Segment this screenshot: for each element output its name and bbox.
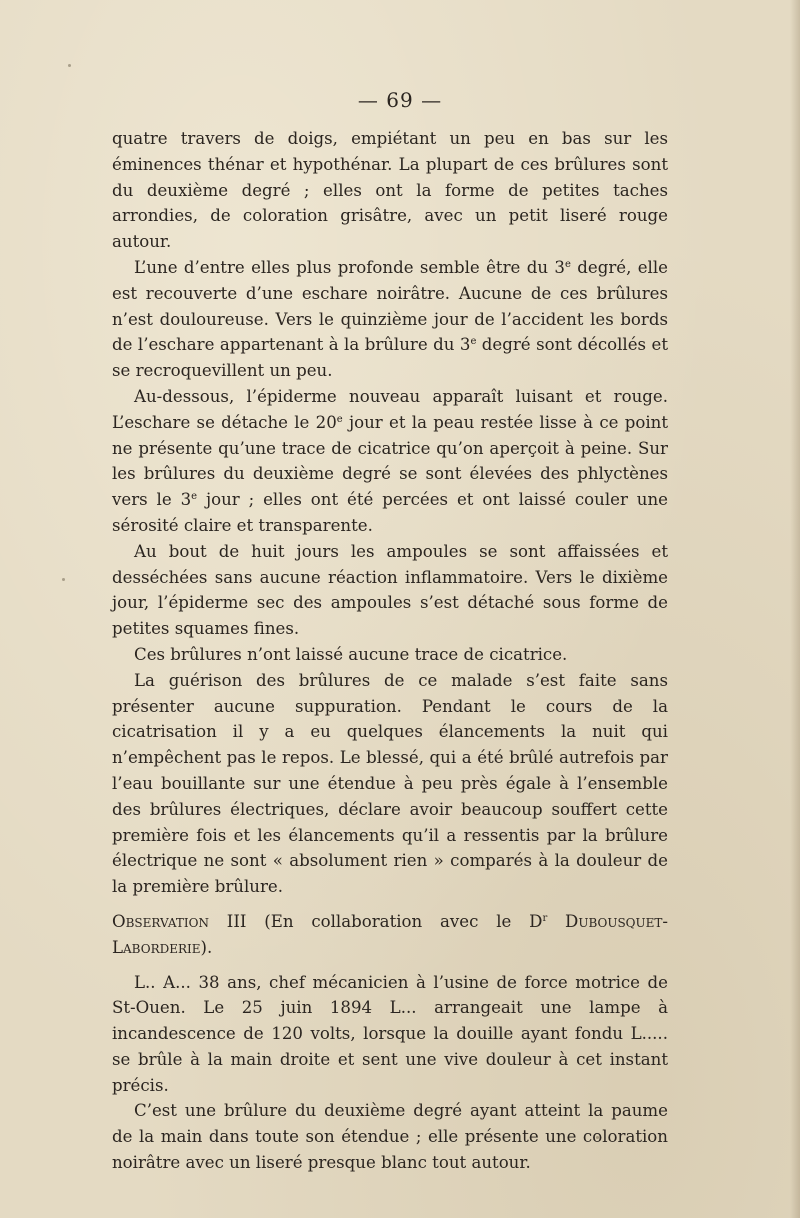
paper-speck <box>68 64 71 67</box>
paragraph-6: La guérison des brûlures de ce malade s’est faite sans présenter aucune suppuration. Pendant le cours de la cicatrisation il y a eu quelques élancements la nuit qui n’empêchent pas le repos. Le blessé, qui a été brûlé autrefois par l’eau bouillante sur une étendue à peu près égale à l’ensemble des brûlures électriques, déclare avoir beaucoup souffert cette première fois et les élancements qu’il a ressentis par la brûlure électrique ne sont « absolument rien » comparés à la douleur de la première brûlure. <box>112 670 668 897</box>
page-edge-shadow <box>790 0 800 1218</box>
paragraph-3: Au-dessous, l’épiderme nouveau apparaît luisant et rouge. L’eschare se détache le 20e jour et la peau restée lisse à ce point ne présente qu’une trace de cicatrice qu’on aperçoit à peine. Sur les brûlures du deuxième degré se sont élevées des phlyctènes vers le 3e jour ; elles ont été percées et ont laissé couler une sérosité claire et transparente. <box>112 386 668 535</box>
body-text <box>112 126 668 1176</box>
page-number: — 69 — <box>357 88 443 112</box>
paragraph-2: L’une d’entre elles plus profonde semble être du 3e degré, elle est recouverte d’une eschare noirâtre. Aucune de ces brûlures n’est douloureuse. Vers le quinzième jour de l’accident les bords de l’eschare appartenant à la brûlure du 3e degré sont décollés et se recroquevillent un peu. <box>112 257 668 381</box>
paragraph-7: L.. A... 38 ans, chef mécanicien à l’usine de force motrice de St-Ouen. Le 25 juin 1894 L... arrangeait une lampe à incandescence de 120 volts, lorsque la douille ayant fondu L..... se brûle à la main droite et sent une vive douleur à cet instant précis. <box>112 972 668 1095</box>
observation-number: III <box>226 911 247 931</box>
paper-speck <box>62 578 65 581</box>
observation-label: Observation <box>112 911 209 931</box>
observation-heading: Observation III (En collaboration avec le $D^r$ Dubousquet-Laborderie). <box>112 911 668 957</box>
paragraph-1: quatre travers de doigs, empiétant un peu en bas sur les éminences thénar et hypothénar. La plupart de ces brûlures sont du deuxième degré ; elles ont la forme de petites taches arrondies, de coloration grisâtre, avec un petit liseré rouge autour. <box>112 129 668 252</box>
paragraph-4: Au bout de huit jours les ampoules se sont affaissées et desséchées sans aucune réaction inflammatoire. Vers le dixième jour, l’épiderme sec des ampoules s’est détaché sous forme de petites squames fines. <box>112 541 668 639</box>
paragraph-5: Ces brûlures n’ont laissé aucune trace de cicatrice. <box>134 644 568 664</box>
paragraph-8: C’est une brûlure du deuxième degré ayant atteint la paume de la main dans toute son étendue ; elle présente une coloration noirâtre avec un liseré presque blanc tout autour. <box>112 1101 668 1173</box>
observation-authors: Dubousquet-Laborderie <box>112 911 668 957</box>
